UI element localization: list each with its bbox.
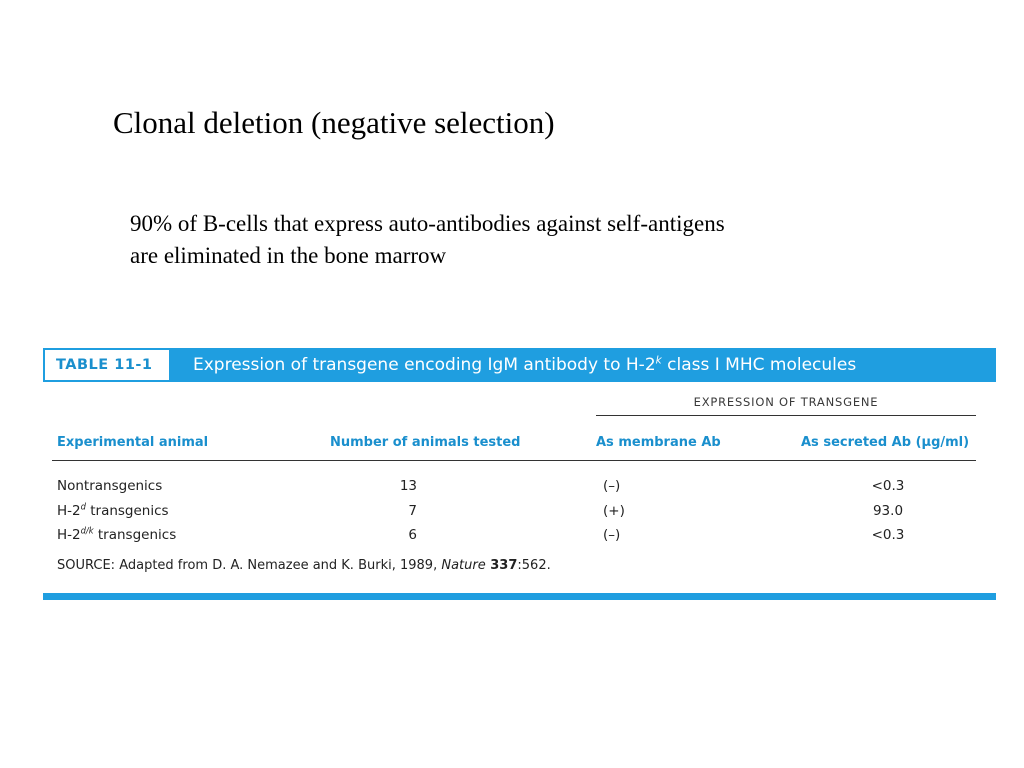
table-bottom-bar: [43, 593, 996, 600]
table-cell-count: 6: [408, 527, 417, 543]
table-source-note: SOURCE: Adapted from D. A. Nemazee and K. Burki, 1989, Nature 337:562.: [57, 558, 551, 573]
slide-title: Clonal deletion (negative selection): [113, 105, 555, 140]
table-cell-membrane: (+): [603, 503, 625, 519]
table-caption-bar: [43, 348, 996, 382]
caption-text-end: class I MHC molecules: [661, 355, 857, 375]
table-cell-secreted: 93.0: [872, 503, 904, 519]
column-header-count: Number of animals tested: [330, 435, 521, 450]
group-header-rule: [596, 415, 976, 416]
table-cell-count: 13: [399, 478, 417, 494]
table-figure: [43, 348, 996, 602]
header-rule: [52, 460, 976, 461]
body-line: 90% of B-cells that express auto-antibodies against self-antigens: [130, 211, 725, 236]
column-header-membrane: As membrane Ab: [596, 435, 721, 450]
table-cell-secreted: <0.3: [871, 478, 905, 494]
caption-superscript: k: [655, 354, 662, 367]
table-cell-animal: H-2$^d$ transgenics: [57, 501, 169, 519]
group-header: EXPRESSION OF TRANSGENE: [693, 395, 879, 409]
slide-body-text: [130, 208, 890, 272]
column-header-animal: Experimental animal: [57, 435, 209, 450]
table-cell-animal: $H-2^{d/k}$ transgenics: [57, 525, 177, 543]
table-cell-count: 7: [408, 503, 417, 519]
table-cell-secreted: <0.3: [871, 527, 905, 543]
caption-text: Expression of transgene encoding IgM antibody to H-2: [193, 355, 656, 375]
table-cell-membrane: (–): [603, 478, 621, 494]
column-header-secreted: As secreted Ab (μg/ml): [801, 435, 970, 450]
table-cell-membrane: (–): [603, 527, 621, 543]
table-caption-title: [193, 348, 856, 382]
table-number-label: TABLE 11-1: [45, 350, 169, 380]
table-cell-animal: Nontransgenics: [57, 478, 163, 494]
body-line: are eliminated in the bone marrow: [130, 243, 447, 268]
